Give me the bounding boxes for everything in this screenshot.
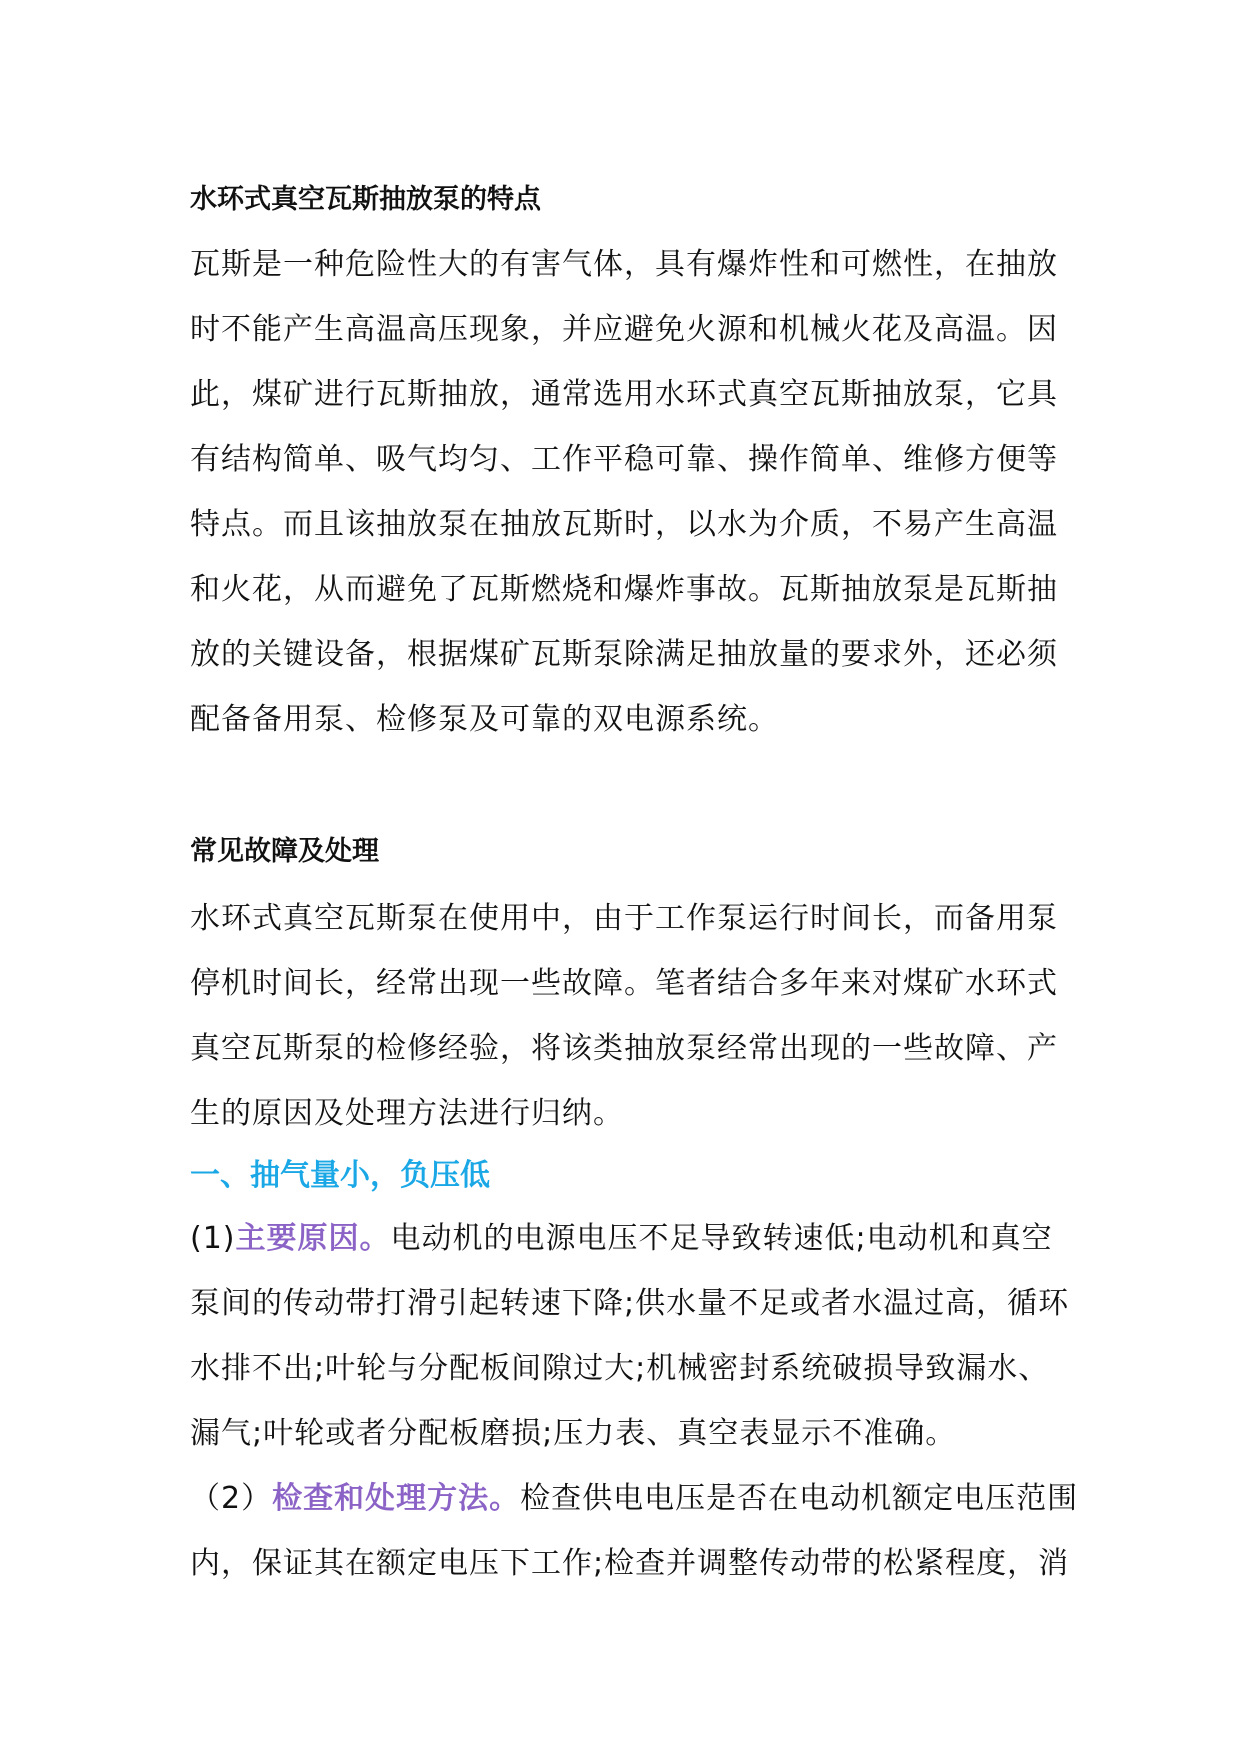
- section-body-faults: [190, 886, 1070, 1146]
- method-label: 检查和处理方法。: [272, 1481, 521, 1516]
- fault1-title: 一、抽气量小，负压低: [190, 1158, 490, 1193]
- section-body-features: [190, 232, 1070, 752]
- text-line: 特点。而且该抽放泵在抽放瓦斯时，以水为介质，不易产生高温: [190, 507, 1058, 542]
- fault1-cause: [190, 1206, 1070, 1466]
- cause-first-line: [190, 1206, 1070, 1271]
- method-text: 检查供电电压是否在电动机额定电压范围: [520, 1481, 1079, 1516]
- method-prefix: （2）: [190, 1481, 273, 1516]
- text-line: 和火花，从而避免了瓦斯燃烧和爆炸事故。瓦斯抽放泵是瓦斯抽: [190, 572, 1058, 607]
- section-title-features: 水环式真空瓦斯抽放泵的特点: [190, 184, 541, 215]
- text-line: 泵间的传动带打滑引起转速下降;供水量不足或者水温过高，循环: [190, 1286, 1070, 1321]
- section-title-faults: 常见故障及处理: [190, 836, 379, 867]
- text-line: 配备备用泵、检修泵及可靠的双电源系统。: [190, 702, 779, 737]
- text-line: 生的原因及处理方法进行归纳。: [190, 1096, 624, 1131]
- text-line: 放的关键设备，根据煤矿瓦斯泵除满足抽放量的要求外，还必须: [190, 637, 1058, 672]
- text-line: 瓦斯是一种危险性大的有害气体，具有爆炸性和可燃性，在抽放: [190, 247, 1058, 282]
- method-first-line: [190, 1466, 1079, 1531]
- text-line: 漏气;叶轮或者分配板磨损;压力表、真空表显示不准确。: [190, 1416, 957, 1451]
- text-line: 停机时间长，经常出现一些故障。笔者结合多年来对煤矿水环式: [190, 966, 1058, 1001]
- cause-label: 主要原因。: [235, 1221, 391, 1256]
- text-line: 内，保证其在额定电压下工作;检查并调整传动带的松紧程度，消: [190, 1546, 1070, 1581]
- text-line: 水环式真空瓦斯泵在使用中，由于工作泵运行时间长，而备用泵: [190, 901, 1058, 936]
- cause-prefix: (1): [190, 1221, 236, 1256]
- cause-text: 电动机的电源电压不足导致转速低;电动机和真空: [390, 1221, 1053, 1256]
- text-line: 时不能产生高温高压现象，并应避免火源和机械火花及高温。因: [190, 312, 1058, 347]
- text-line: 真空瓦斯泵的检修经验，将该类抽放泵经常出现的一些故障、产: [190, 1031, 1058, 1066]
- text-line: 此，煤矿进行瓦斯抽放，通常选用水环式真空瓦斯抽放泵，它具: [190, 377, 1058, 412]
- text-line: 有结构简单、吸气均匀、工作平稳可靠、操作简单、维修方便等: [190, 442, 1058, 477]
- text-line: 水排不出;叶轮与分配板间隙过大;机械密封系统破损导致漏水、: [190, 1351, 1050, 1386]
- fault1-method: [190, 1466, 1079, 1596]
